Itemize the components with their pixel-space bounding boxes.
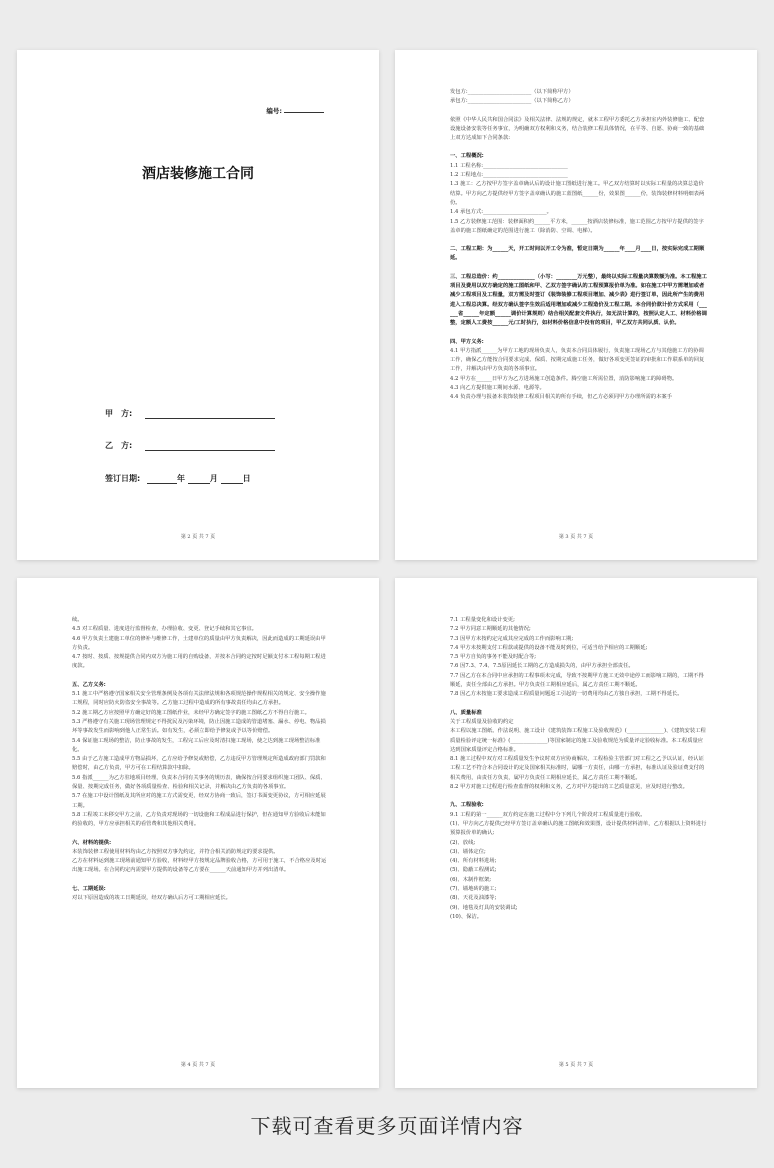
section-heading: 一、工程概况: <box>450 153 484 160</box>
contract-clause: (2)、放线; <box>450 839 476 846</box>
section-heading: 七、工期延误: <box>72 885 106 892</box>
contract-clause: 4.3 向乙方提供施工期间水源、电源等。 <box>450 385 545 392</box>
section-heading: 三、工程总造价：约______________（小写：________万元整），最终以实际工程量决算数额为准。本工程施工项目及费用以双方确定的施工图纸和甲、乙双方签字确认的工程预算报价单为准。如在施工中甲方需增加或者减少工程项目及工程量，双方需及时签订《装饰装修工程项目增加、减少表》进行签订单，因此所产生的费用进入工程总决算。经双方确认签字生效后适用增加或减少工程造价及工程工期。本合同价款计价方式采用（______省______年定额______调价计算规则）结合相关配套文件执行，如无法计算的，按照认定人工、材料价格调整，定额人工费按______元/工时执行，如材料价格信息中没有的项目，甲乙双方共同认质、认价。 <box>450 273 707 327</box>
section-heading: 八、质量标准 <box>450 709 482 716</box>
contract-title: 酒店装修施工合同 <box>142 166 254 182</box>
contract-clause: (4)、所有材料进场; <box>450 858 497 865</box>
contract-clause: 9.1 工程的第一______双方约定在施工过程中分下列几个阶段对工程质量进行验收。 <box>450 811 646 818</box>
section-heading: 五、乙方义务: <box>72 681 106 688</box>
contract-clause: 7.4 甲方未按期支付工程款或提供的设备不能及时到位，可适当给予相应的工期顺延; <box>450 644 648 651</box>
contract-clause: (6)、木制作框架; <box>450 876 492 883</box>
contract-clause: 5.1 施工中严格遵守国家相关安全管理条例及各项有关法律法规和各项规范操作规程相关的规定、安全操作施工规程，同时应防火防盗安全事故等。乙方施工过程中造成的所有事故责任均由乙方承担。 <box>72 691 326 707</box>
paragraph-gap <box>450 264 707 273</box>
contract-clause: 本装饰装修工程使用材料均由乙方按照双方事先约定，并符合相关消防规定的要求提供。 <box>72 848 279 855</box>
contract-clause: 7.6 因7.3、7.4、7.5原因延长工期的乙方造成损失的，由甲方承担全部责任。 <box>450 663 634 670</box>
contract-clause: 5.2 施工期乙方应按照甲方确定好的施工图纸作业，未经甲方确定签字的施工图纸乙方不得自行施工。 <box>72 709 310 716</box>
sign-date-row: 签订日期: 年 月 日 <box>105 474 251 483</box>
party-a-row: 甲 方: <box>105 408 275 419</box>
contract-clause: 关于工程质量及验收的约定 <box>450 718 514 725</box>
section-heading: 九、工程验收: <box>450 802 484 809</box>
contract-clause: (9)、地毯及灯具的安装调试; <box>450 904 518 911</box>
page-body <box>450 88 707 403</box>
contract-clause: 5.4 保证施工现场的整洁，防止事故的发生，工程完工后应及时清扫施工现场，使之达到施工现场整洁标准化。 <box>72 737 321 753</box>
contract-clause: 1.3 施工：乙方按甲方签字盖章确认后的设计施工图纸进行施工。甲乙双方结算时以实际工程量的决算总造价结算。甲方向乙方提供经甲方签字盖章确认的施工蓝图纸______份，效果图______份，装饰装修材料明细表两份。 <box>450 181 705 206</box>
paragraph-gap <box>450 700 707 709</box>
contract-clause: 5.3 严格遵守有关施工现场管理规定不得扰民及污染环境，防止因施工造成的管道堵塞、漏水、停电、物品损坏等事故发生而影响到他人正常生活。如有发生，必须立即给予修复或予以等价赔偿。 <box>72 718 326 735</box>
contract-clause: 本工程以施工图纸、作法说明、施工设计《建筑装饰工程施工及验收规范》(______________)、《建筑安装工程质量检验评定统一标准》(______________)等国家制定的施工及验收规范为质量评定验收标准。本工程质量应达到国家质量评定合格标准。 <box>450 728 706 753</box>
contract-page-5 <box>395 578 757 1088</box>
contract-clause: 8.2 甲方对施工过程进行检查监督的权利和义务，乙方对甲方提出的工艺质量意见，应及时进行整改。 <box>450 784 688 791</box>
contract-clause: (5)、隐蔽工程测试; <box>450 867 497 874</box>
contract-clause: 7.1 工程量变化和设计变更; <box>450 617 515 623</box>
contract-clause: (7)、墙地砖的施工; <box>450 886 497 893</box>
cover-page <box>17 50 379 560</box>
contract-clause: 乙方在材料运到施工现场前通知甲方验收，材料经甲方按规定品牌验收合格，方可用于施工，不合格应及时运出施工现场。在合同约定内需要甲方提供的设备等乙方要在______天前通知甲方并列出清单。 <box>72 858 327 874</box>
page-number: 第 3 页 共 7 页 <box>558 534 594 540</box>
paragraph-gap <box>72 876 329 885</box>
contract-number-label: 编号: <box>266 106 324 115</box>
contract-page-4 <box>17 578 379 1088</box>
contract-clause: 1.4 承包方式:________________________。 <box>450 209 552 216</box>
contract-clause: 1.1 工程名称:________________________________ <box>450 162 568 169</box>
contract-page-3 <box>395 50 757 560</box>
section-heading: 四、甲方义务: <box>450 338 484 345</box>
contract-clause: 5.7 在施工中设计图纸及其所应对的施工方式需变更，经双方协商一致后，签订书面变更协议，方可相应延展工期。 <box>72 793 326 809</box>
contract-clause: 4.5 对工程质量、进度进行监督检查，办理验收、变更、登记手续和其它事宜。 <box>72 626 257 633</box>
contract-clause: 1.5 乙方装修施工范围：装修面积约______平方米，______按酒店装修标准，施工范围乙方按甲方提供的签字盖章的施工图纸确定的范围进行施工（除消防、空调、电梯）。 <box>450 218 704 234</box>
contract-clause: 4.4 负责办理与报备本装饰装修工程项目相关的所有手续，但乙方必须同甲方办理所需的本案手 <box>450 394 672 401</box>
contract-clause: 5.8 工程竣工未移交甲方之前，乙方负责对现场的一切设施和工程成品进行保护，但在通知甲方验收后未能如约验收的，甲方应承担相关的看管费和其他相关费用。 <box>72 811 326 828</box>
contract-clause: (1)、甲方向乙方提供已经甲方签订盖章确认的施工图纸和效果图，设计提供材料清单，乙方根据以上资料进行预算报价单的确认; <box>450 820 707 837</box>
paragraph-gap <box>450 792 707 801</box>
paragraph-gap <box>450 329 707 338</box>
party-b-row: 乙 方: <box>105 440 275 451</box>
section-heading: 六、材料的提供: <box>72 839 112 846</box>
contract-clause: (10)、保洁。 <box>450 913 483 920</box>
contract-clause: 发包方:________________________（以下简称甲方） <box>450 89 574 95</box>
page-number: 第 4 页 共 7 页 <box>180 1062 216 1068</box>
contract-clause: 对以下原因造成的竣工日期延误，经双方确认后方可工期相应延长。 <box>72 895 231 902</box>
page-number: 第 2 页 共 7 页 <box>180 534 216 540</box>
paragraph-gap <box>450 236 707 245</box>
contract-clause: 承包方:________________________（以下简称乙方） <box>450 98 574 105</box>
contract-clause: 7.3 因甲方未按约定完成其应完成的工作而影响工期; <box>450 635 574 642</box>
contract-clause: 5.5 由于乙方施工造成甲方物品损坏，乙方应给予修复或赔偿，乙方违反甲方管理规定所造成政府部门罚款和赔偿时，由乙方负责，甲方可在工程结算款中扣除。 <box>72 756 326 772</box>
page-number: 第 5 页 共 7 页 <box>558 1062 594 1068</box>
download-more-link[interactable]: 下载可查看更多页面详情内容 <box>250 1114 524 1138</box>
contract-clause: 7.5 甲方自负的事务不能及时配合等; <box>450 654 537 661</box>
contract-clause: 7.7 因乙方在本合同中应承担的工程事项未完成，导致不按期甲方施工无效中途停工而影响工期的，工期不得顺延，责任全部由乙方承担。甲方负责任工期相应延后，属乙方责任工期不顺延。 <box>450 672 704 689</box>
paragraph-gap <box>72 672 329 681</box>
contract-clause: 7.2 甲方同意工期顺延的其他情况; <box>450 626 531 633</box>
paragraph-gap <box>72 830 329 839</box>
contract-clause: 依照《中华人民共和国合同法》及相关法律、法规的规定，就本工程甲方委托乙方承担室内外装修施工、配套设施设备安装等任务事宜，为明确双方权利和义务，结合装修工程具体情况，在平等、自愿、协商一致的基础上双方达成如下合同条款: <box>450 116 705 142</box>
contract-clause: 4.1 甲方指派______为甲方工地的现场负责人，负责本合同具体履行，负责施工现场乙方与其他施工方的协调工作，确保乙方能按合同要求完成、保质、按期完成施工任务，做好各项变更签证的审批和工作联系单的回复工作，并解决由甲方负责的各项事宜。 <box>450 347 705 373</box>
contract-clause: 8.1 施工过程中双方对工程质量发生争议时双方应协商解决，工程检验主管部门对工程之乙予以认证，经认证工程工艺不符合本合同设计的定及国家相关标准时，属哪一方责任，由哪一方承担，标准认证及验证费支付的相关费用，由责任方负责，属甲方负责任工期相应延长，属乙方责任工期不顺延。 <box>450 756 705 781</box>
contract-clause: (3)、墙体定位; <box>450 848 486 855</box>
paragraph-gap <box>450 107 707 116</box>
paragraph-gap <box>450 143 707 152</box>
contract-clause: 续。 <box>72 617 83 623</box>
contract-clause: 4.2 甲方在______日甲方为乙方进场施工创造条件。腾空施工所需位置，消防影响施工的障碍物。 <box>450 375 678 382</box>
contract-clause: 5.6 指派______为乙方驻地项目经理，负责本合同有关事务的规历表，确保按合同要求组织施工团队、保质、保量、按期完成任务，做好各项质量检查、检验和相关记录，并解决由乙方负责的各项事宜。 <box>72 774 326 791</box>
contract-clause: 1.2 工程地点:________________________________ <box>450 172 568 179</box>
contract-clause: (8)、天花及油漆等; <box>450 895 497 902</box>
contract-clause: 4.7 按时、按质、按规提供合同内双方为施工用的自购设备，并按本合同约定按时足额支付本工程每期工程进度款。 <box>72 654 326 670</box>
contract-clause: 4.6 甲方负责土建施工单位的修补与维修工作，土建单位的质量由甲方负责解决，因此而造成的工期延误由甲方负责。 <box>72 635 326 651</box>
page-body <box>72 616 329 903</box>
page-body <box>450 616 707 922</box>
section-heading: 二、工程工期：为______天，开工时间以开工令为准，暂定日期为______年____月____日，按实际完成工期顺延。 <box>450 246 705 262</box>
contract-clause: 7.8 因乙方未按施工要求造成工程质量问题返工引起的一切费用均由乙方独自承担，工期不得延长。 <box>450 691 683 698</box>
